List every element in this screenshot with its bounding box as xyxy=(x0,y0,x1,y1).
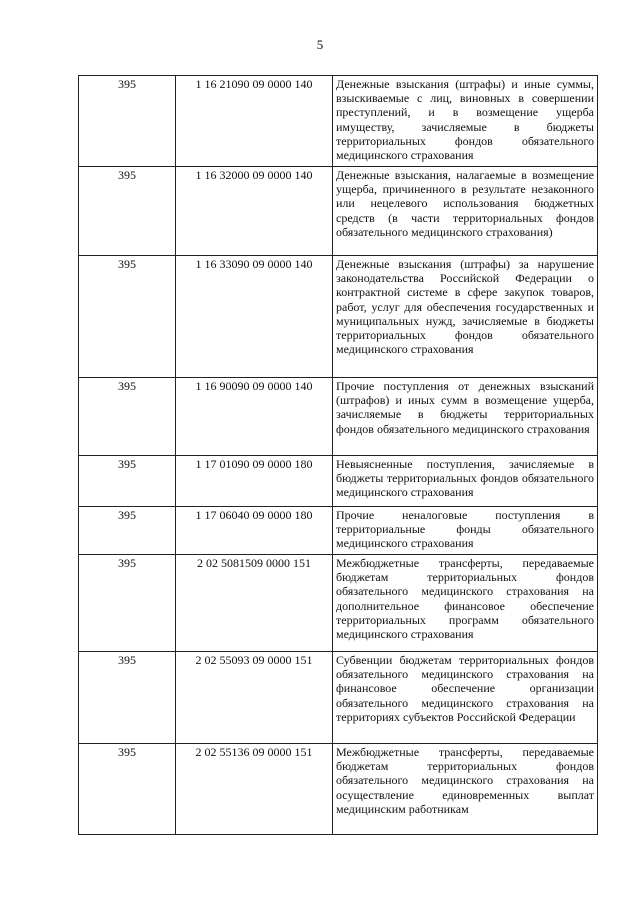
admin-code-cell: 395 xyxy=(79,507,176,555)
table-row xyxy=(79,555,598,652)
admin-code-cell: 395 xyxy=(79,167,176,256)
table-row xyxy=(79,256,598,378)
income-name-cell: Денежные взыскания (штрафы) за нарушение законодательства Российской Федерации о контрактной системе в сфере закупок товаров, работ, услуг для обеспечения государственных и муниципальных нужд, зачисляемые в бюджеты территориальных фондов обязательного медицинского страхования xyxy=(333,256,598,378)
budget-code-cell: 1 16 32000 09 0000 140 xyxy=(176,167,333,256)
income-name-cell: Невыясненные поступления, зачисляемые в бюджеты территориальных фондов обязательного медицинского страхования xyxy=(333,456,598,507)
income-name-cell: Прочие поступления от денежных взысканий (штрафов) и иных сумм в возмещение ущерба, зачисляемые в бюджеты территориальных фондов обязательного медицинского страхования xyxy=(333,378,598,456)
income-name-cell: Денежные взыскания, налагаемые в возмещение ущерба, причиненного в результате незаконного или нецелевого использования бюджетных средств (в части территориальных фондов обязательного медицинского страхования) xyxy=(333,167,598,256)
table-row xyxy=(79,167,598,256)
budget-code-cell: 1 17 01090 09 0000 180 xyxy=(176,456,333,507)
income-name-cell: Денежные взыскания (штрафы) и иные суммы, взыскиваемые с лиц, виновных в совершении преступлений, и в возмещение ущерба имуществу, зачисляемые в бюджеты территориальных фондов обязательного медицинского страхования xyxy=(333,76,598,167)
budget-code-cell: 2 02 55136 09 0000 151 xyxy=(176,744,333,835)
admin-code-cell: 395 xyxy=(79,378,176,456)
table-row xyxy=(79,456,598,507)
table-row xyxy=(79,652,598,744)
budget-code-cell: 1 17 06040 09 0000 180 xyxy=(176,507,333,555)
table-row xyxy=(79,744,598,835)
table-row xyxy=(79,76,598,167)
admin-code-cell: 395 xyxy=(79,456,176,507)
budget-code-cell: 1 16 90090 09 0000 140 xyxy=(176,378,333,456)
income-name-cell: Прочие неналоговые поступления в территориальные фонды обязательного медицинского страхования xyxy=(333,507,598,555)
budget-code-cell: 2 02 5081509 0000 151 xyxy=(176,555,333,652)
income-name-cell: Межбюджетные трансферты, передаваемые бюджетам территориальных фондов обязательного медицинского страхования на дополнительное финансовое обеспечение территориальных программ обязательного медицинского страхования xyxy=(333,555,598,652)
income-name-cell: Межбюджетные трансферты, передаваемые бюджетам территориальных фондов обязательного медицинского страхования на осуществление единовременных выплат медицинским работникам xyxy=(333,744,598,835)
admin-code-cell: 395 xyxy=(79,555,176,652)
budget-classification-table xyxy=(78,75,598,835)
admin-code-cell: 395 xyxy=(79,744,176,835)
budget-code-cell: 1 16 21090 09 0000 140 xyxy=(176,76,333,167)
table-row xyxy=(79,507,598,555)
budget-code-cell: 1 16 33090 09 0000 140 xyxy=(176,256,333,378)
page-number: 5 xyxy=(316,37,324,52)
admin-code-cell: 395 xyxy=(79,652,176,744)
table-row xyxy=(79,378,598,456)
admin-code-cell: 395 xyxy=(79,76,176,167)
budget-code-cell: 2 02 55093 09 0000 151 xyxy=(176,652,333,744)
income-name-cell: Субвенции бюджетам территориальных фондов обязательного медицинского страхования на финансовое обеспечение организации обязательного медицинского страхования на территориях субъектов Российской Федерации xyxy=(333,652,598,744)
admin-code-cell: 395 xyxy=(79,256,176,378)
